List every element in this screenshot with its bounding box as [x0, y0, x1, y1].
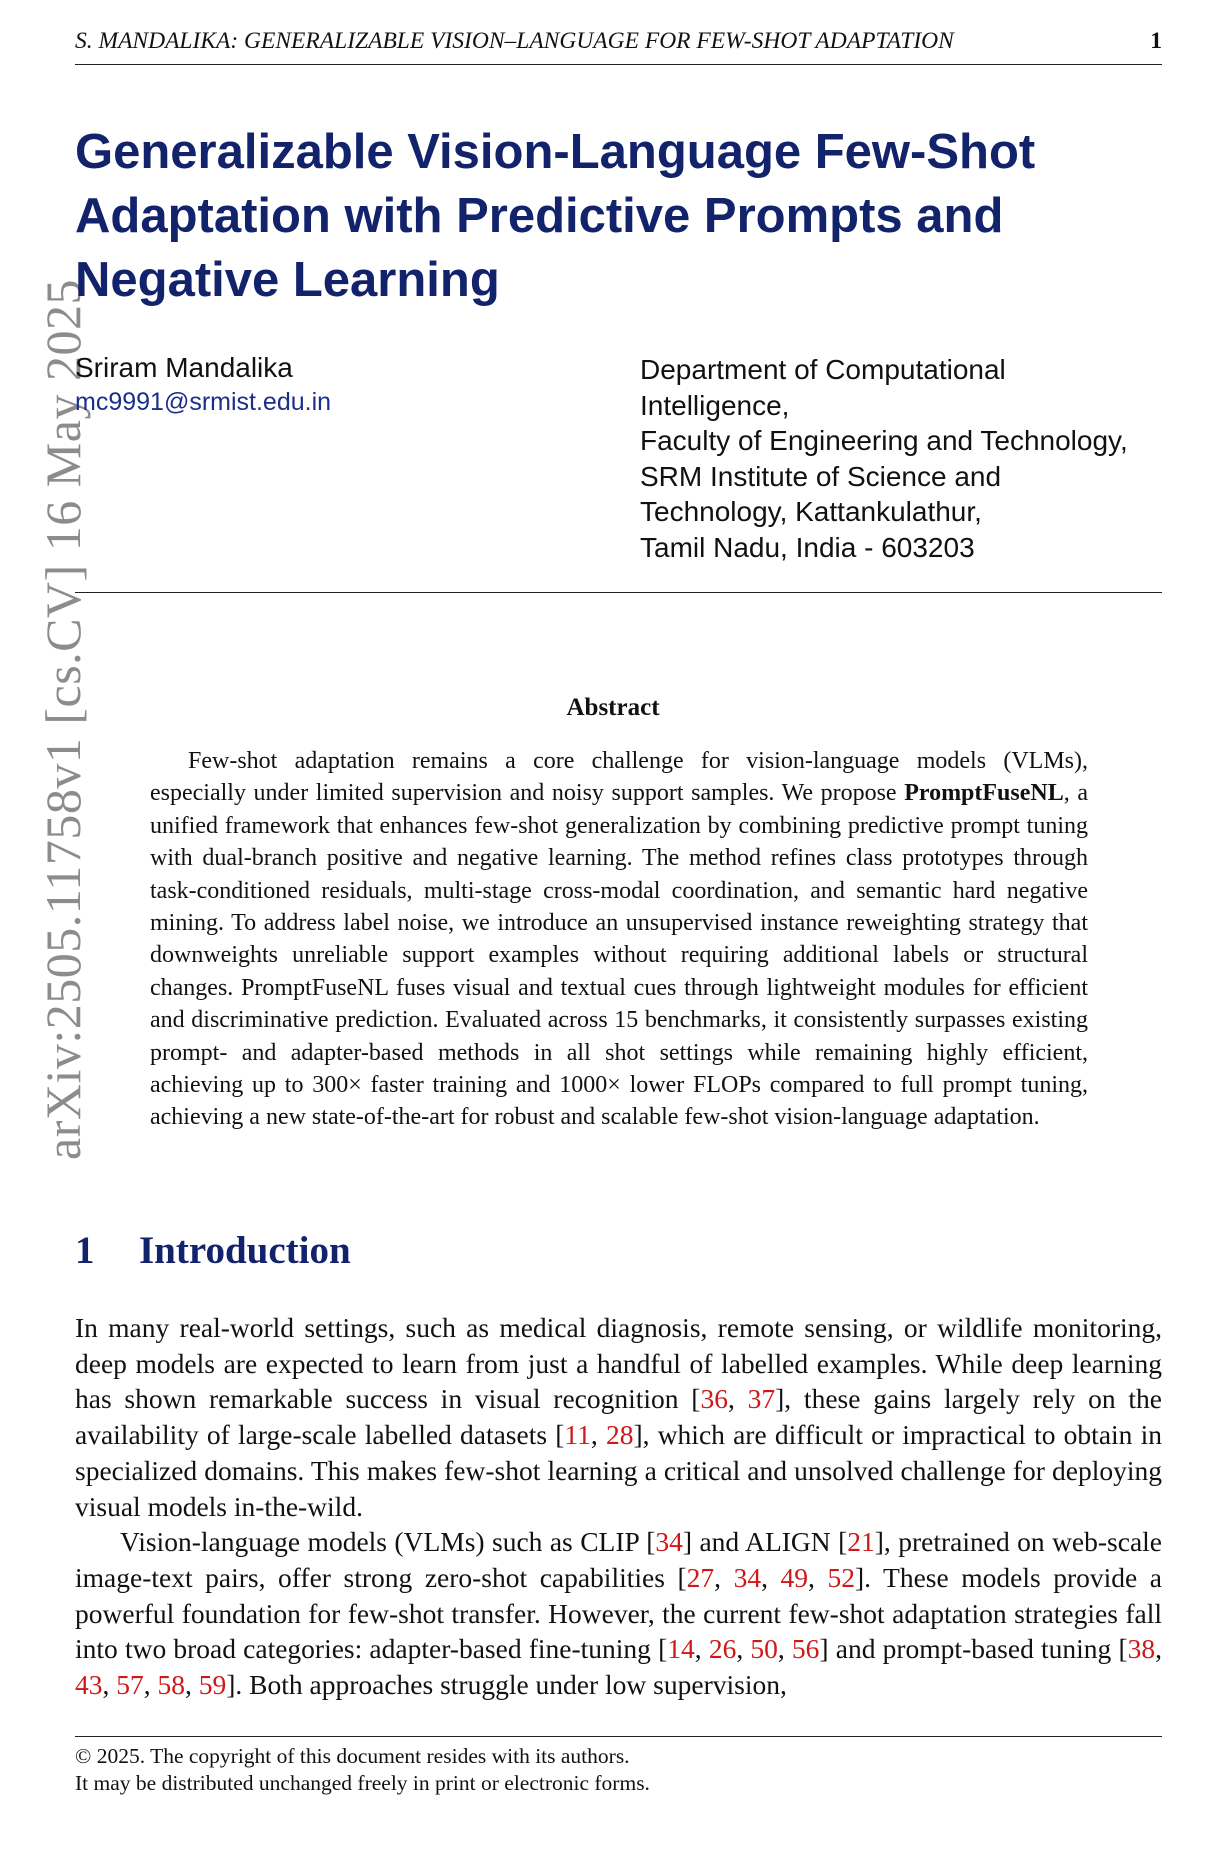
- arxiv-stamp: arXiv:2505.11758v1 [cs.CV] 16 May 2025: [35, 279, 91, 1160]
- affiliation: [640, 352, 1160, 566]
- citation-link[interactable]: 26: [708, 1633, 737, 1665]
- author-email-link[interactable]: mc9991@srmist.edu.in: [75, 388, 332, 416]
- affiliation-line: Tamil Nadu, India - 603203: [640, 531, 975, 563]
- affiliation-line: Faculty of Engineering and Technology,: [640, 425, 1128, 457]
- citation-link[interactable]: 59: [198, 1669, 227, 1701]
- citation-link[interactable]: 43: [75, 1669, 103, 1701]
- citation-link[interactable]: 37: [747, 1383, 776, 1415]
- citation-link[interactable]: 57: [116, 1669, 144, 1701]
- header-rule: [75, 64, 1162, 65]
- citation-link[interactable]: 11: [564, 1419, 591, 1451]
- affiliation-line: SRM Institute of Science and: [640, 460, 1002, 492]
- footer-rule: [75, 1736, 1162, 1737]
- affiliation-line: Intelligence,: [640, 389, 790, 421]
- abstract-text: , a unified framework that enhances few-shot generalization by combining predictive prompt tuning with dual-branch positive and negative learning. The method refines class prototypes through task-conditioned residuals, multi-stage cross-modal coordination, and semantic hard negative mining. To address label noise, we introduce an unsupervised instance reweighting strategy that downweights unreliable support examples without requiring additional labels or structural changes. PromptFuseNL fuses visual and textual cues through lightweight modules for efficient and discriminative prediction. Evaluated across 15 benchmarks, it consistently surpasses existing prompt- and adapter-based methods in all shot settings while remaining highly efficient, achieving up to 300× faster training and 1000× lower FLOPs compared to full prompt tuning, achieving a new state-of-the-art for robust and scalable few-shot vision-language adaptation.: [150, 780, 1089, 1131]
- section-number: 1: [75, 1229, 95, 1272]
- citation-link[interactable]: 14: [667, 1633, 695, 1665]
- citation-link[interactable]: 52: [827, 1561, 855, 1593]
- copyright-line: © 2025. The copyright of this document resides with its authors.: [75, 1744, 630, 1768]
- paper-title: Generalizable Vision-Language Few-Shot Adaptation with Predictive Prompts and Negative Learning: [75, 125, 1036, 307]
- section-title: Introduction: [139, 1229, 351, 1272]
- citation-link[interactable]: 36: [700, 1383, 728, 1415]
- citation-link[interactable]: 38: [1127, 1633, 1156, 1665]
- citation-link[interactable]: 21: [847, 1526, 875, 1558]
- citation-link[interactable]: 58: [157, 1669, 185, 1701]
- author-name: Sriram Mandalika: [75, 352, 293, 383]
- affiliation-line: Department of Computational: [640, 354, 1006, 385]
- citation-link[interactable]: 27: [686, 1561, 715, 1593]
- citation-link[interactable]: 50: [750, 1633, 778, 1665]
- citation-link[interactable]: 56: [791, 1633, 820, 1665]
- title-block-rule: [75, 592, 1162, 593]
- section-heading: [75, 1228, 351, 1273]
- citation-link[interactable]: 34: [733, 1561, 762, 1593]
- citation-link[interactable]: 34: [655, 1526, 683, 1558]
- running-title: S. MANDALIKA: GENERALIZABLE VISION–LANGUAGE FOR FEW-SHOT ADAPTATION: [75, 28, 954, 54]
- distribution-line: It may be distributed unchanged freely in print or electronic forms.: [75, 1771, 650, 1795]
- method-name: PromptFuseNL: [904, 780, 1064, 807]
- copyright-footer: [75, 1743, 1162, 1797]
- page-number: 1: [1150, 28, 1162, 54]
- intro-paragraph: In many real-world settings, such as medical diagnosis, remote sensing, or wildlife monitoring, deep models are expected to learn from just a handful of labelled examples. While deep learning has shown remarkable success in visual recognition [36, 37], these gains largely rely on the availability of large-scale labelled datasets [11, 28], which are difficult or impractical to obtain in specialized domains. This makes few-shot learning a critical and unsolved challenge for deploying visual models in-the-wild.: [75, 1312, 1163, 1522]
- affiliation-line: Technology, Kattankulathur,: [640, 496, 982, 528]
- intro-body: [75, 1310, 1162, 1703]
- abstract-heading: Abstract: [566, 694, 660, 721]
- citation-link[interactable]: 28: [605, 1419, 634, 1451]
- citation-link[interactable]: 49: [780, 1561, 809, 1593]
- abstract-text: Few-shot adaptation remains a core challenge for vision-language models (VLMs), especially under limited supervision and noisy support samples. We propose: [150, 748, 1088, 807]
- abstract-body: [150, 745, 1088, 1134]
- running-header: [75, 28, 1162, 55]
- intro-paragraph: Vision-language models (VLMs) such as CLIP [34] and ALIGN [21], pretrained on web-scale image-text pairs, offer strong zero-shot capabilities [27, 34, 49, 52]. These models provide a powerful foundation for few-shot transfer. However, the current few-shot adaptation strategies fall into two broad categories: adapter-based fine-tuning [14, 26, 50, 56] and prompt-based tuning [38, 43, 57, 58, 59]. Both approaches struggle under low supervision,: [75, 1526, 1163, 1701]
